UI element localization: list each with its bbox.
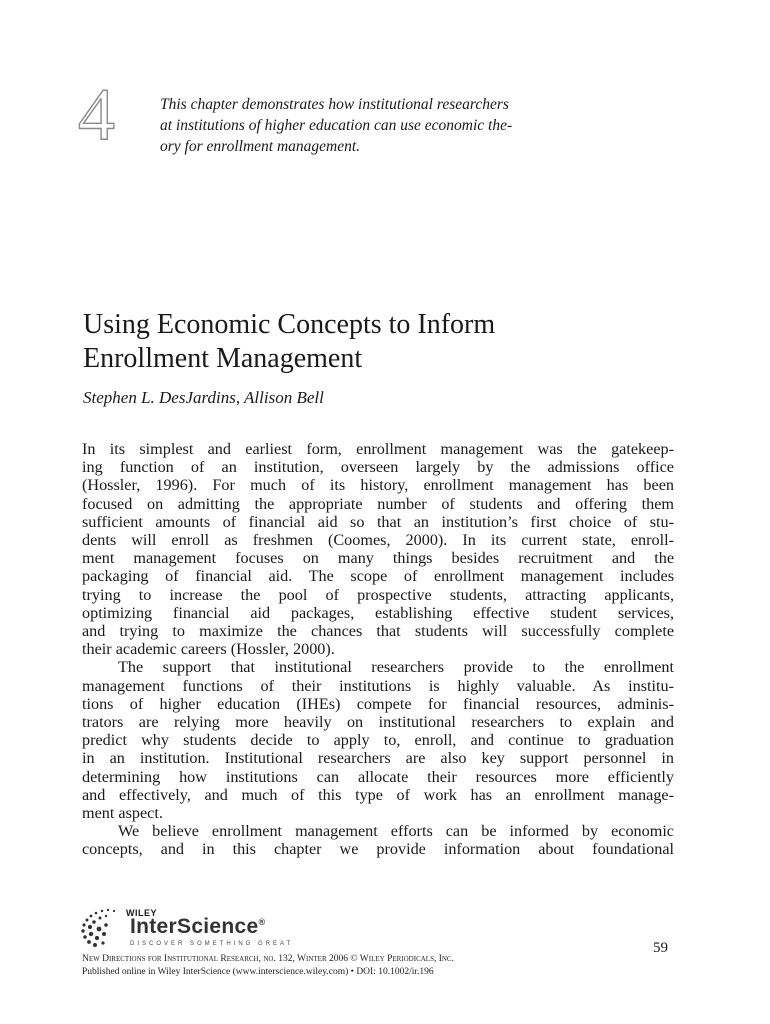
body-line: (Hossler, 1996). For much of its history, enrollment management has been <box>82 476 674 495</box>
body-line: dents will enroll as freshmen (Coomes, 2000). In its current state, enroll- <box>82 531 674 550</box>
body-line: ment aspect. <box>82 804 163 823</box>
footer-publication: Published online in Wiley InterScience (www.interscience.wiley.com) • DOI: 10.1002/ir.196 <box>82 967 434 977</box>
body-line: and effectively, and much of this type of work has an enrollment manage- <box>82 785 674 804</box>
journal-footer <box>82 953 454 979</box>
body-line: their academic careers (Hossler, 2000). <box>82 640 335 659</box>
body-line: concepts, and in this chapter we provide information about foundational <box>82 840 674 859</box>
body-line: In its simplest and earliest form, enrollment management was the gatekeep- <box>82 440 674 458</box>
body-line: trying to increase the pool of prospective students, attracting applicants, <box>82 585 674 604</box>
abstract-line: ory for enrollment management. <box>160 138 361 155</box>
body-line: management functions of their institutions is highly valuable. As institu- <box>82 676 674 695</box>
body-line: The support that institutional researchers provide to the enrollment <box>118 658 674 677</box>
body-line: focused on admitting the appropriate number of students and offering them <box>82 494 674 513</box>
body-line: predict why students decide to apply to, enroll, and continue to graduation <box>82 731 674 750</box>
body-line: determining how institutions can allocate their resources more efficiently <box>82 767 674 786</box>
body-text <box>82 440 674 859</box>
author-list: Stephen L. DesJardins, Allison Bell <box>83 388 324 407</box>
page-number: 59 <box>653 940 668 956</box>
title-line: Using Economic Concepts to Inform <box>83 309 496 340</box>
body-line: trators are relying more heavily on institutional researchers to explain and <box>82 713 674 732</box>
body-line: optimizing financial aid packages, establishing effective student services, <box>82 603 674 622</box>
body-line: and trying to maximize the chances that students will successfully complete <box>82 622 674 641</box>
body-line: in an institution. Institutional researchers are also key support personnel in <box>82 749 674 768</box>
title-line: Enrollment Management <box>83 343 363 374</box>
body-line: ment management focuses on many things besides recruitment and the <box>82 549 674 568</box>
abstract-line: at institutions of higher education can use economic the- <box>160 117 513 134</box>
chapter-abstract <box>160 94 610 157</box>
wiley-brand: WILEY <box>126 908 157 918</box>
wiley-interscience-logo <box>78 905 308 951</box>
footer-citation: New Directions for Institutional Research, no. 132, Winter 2006 © Wiley Periodicals, Inc. <box>82 954 454 964</box>
body-line: packaging of financial aid. The scope of enrollment management includes <box>82 567 674 586</box>
chapter-title <box>83 308 703 376</box>
logo-tagline: DISCOVER SOMETHING GREAT <box>130 941 294 947</box>
body-line: tions of higher education (IHEs) compete for financial resources, adminis- <box>82 694 674 713</box>
interscience-wordmark: InterScience® <box>130 915 266 938</box>
body-line: We believe enrollment management efforts can be informed by economic <box>118 822 674 841</box>
chapter-number: 4 <box>78 74 115 156</box>
body-line: ing function of an institution, overseen largely by the admissions office <box>82 458 674 477</box>
abstract-line: This chapter demonstrates how institutional researchers <box>160 96 509 113</box>
body-line: sufficient amounts of financial aid so that an institution’s first choice of stu- <box>82 512 674 531</box>
dot-swirl-icon <box>78 905 126 951</box>
